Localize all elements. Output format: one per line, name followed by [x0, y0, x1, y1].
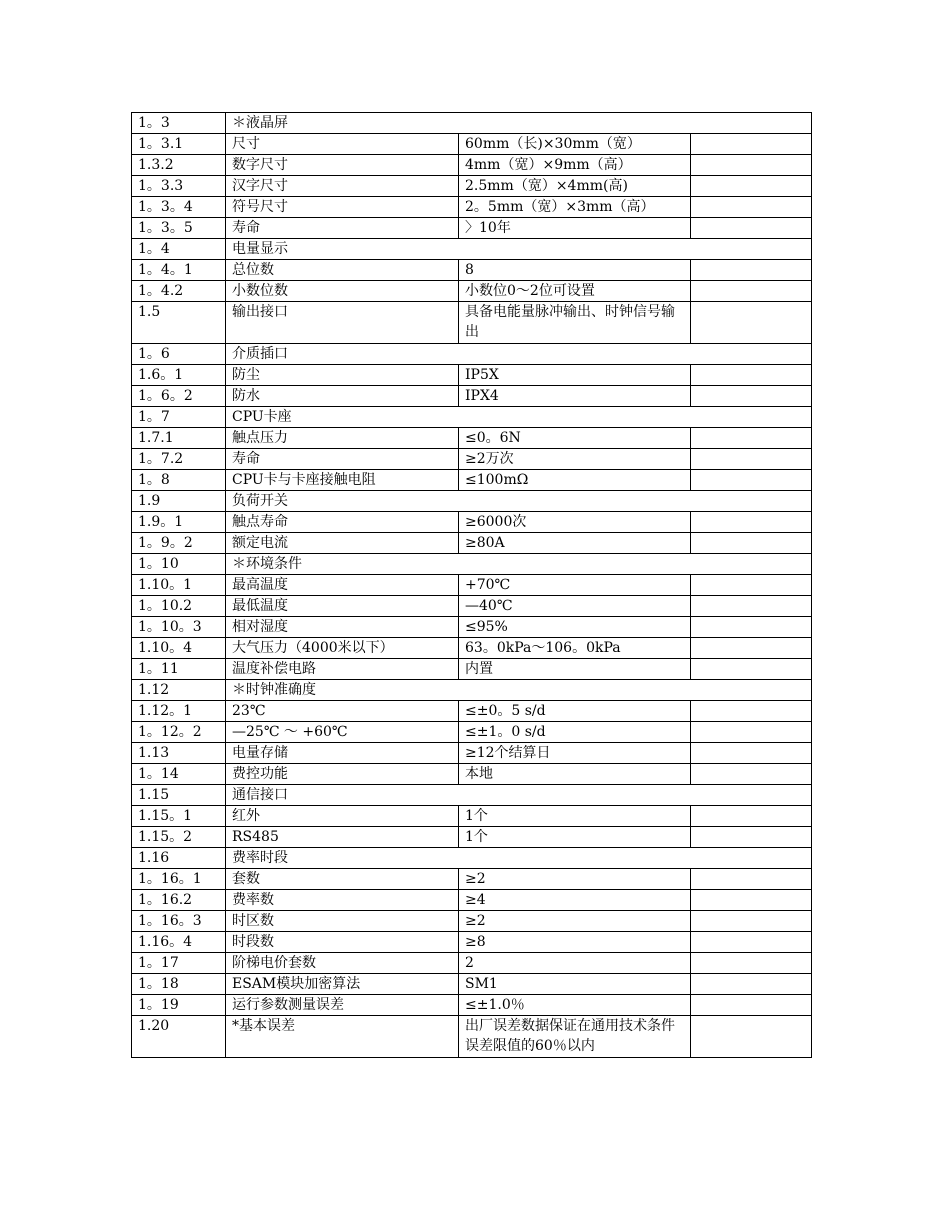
row-blank-cell	[691, 764, 812, 785]
table-row	[132, 932, 812, 953]
table-row	[132, 596, 812, 617]
row-value: ≥8	[459, 932, 691, 953]
row-number: 1.13	[132, 743, 226, 764]
row-item: 运行参数测量误差	[226, 995, 459, 1016]
row-number: 1。17	[132, 953, 226, 974]
row-value: 2。5mm（宽）×3mm（高）	[459, 197, 691, 218]
table-row	[132, 281, 812, 302]
table-row	[132, 302, 812, 344]
row-blank-cell	[691, 911, 812, 932]
table-row	[132, 386, 812, 407]
row-item: 阶梯电价套数	[226, 953, 459, 974]
row-number: 1.5	[132, 302, 226, 344]
row-value: ≤±1。0 s/d	[459, 722, 691, 743]
row-blank-cell	[691, 218, 812, 239]
table-row	[132, 974, 812, 995]
section-title: ＊环境条件	[226, 554, 812, 575]
row-item: 费控功能	[226, 764, 459, 785]
row-item: 23℃	[226, 701, 459, 722]
row-blank-cell	[691, 827, 812, 848]
row-blank-cell	[691, 575, 812, 596]
row-number: 1。7.2	[132, 449, 226, 470]
row-number: 1。3。5	[132, 218, 226, 239]
row-number: 1。4.2	[132, 281, 226, 302]
row-number: 1.10。1	[132, 575, 226, 596]
row-blank-cell	[691, 365, 812, 386]
table-row	[132, 470, 812, 491]
row-value: +70℃	[459, 575, 691, 596]
row-item: 符号尺寸	[226, 197, 459, 218]
row-number: 1。6	[132, 344, 226, 365]
table-row	[132, 1016, 812, 1058]
row-item: 电量存储	[226, 743, 459, 764]
row-item: 大气压力（4000米以下）	[226, 638, 459, 659]
section-title: 通信接口	[226, 785, 812, 806]
row-number: 1。3.3	[132, 176, 226, 197]
table-row	[132, 743, 812, 764]
row-blank-cell	[691, 470, 812, 491]
table-row	[132, 764, 812, 785]
row-number: 1.16。4	[132, 932, 226, 953]
row-number: 1。4。1	[132, 260, 226, 281]
row-item: 总位数	[226, 260, 459, 281]
table-row	[132, 218, 812, 239]
row-value: ≥12个结算日	[459, 743, 691, 764]
table-row	[132, 428, 812, 449]
row-item: 输出接口	[226, 302, 459, 344]
row-blank-cell	[691, 953, 812, 974]
row-item: 最高温度	[226, 575, 459, 596]
row-value: 具备电能量脉冲输出、时钟信号输出	[459, 302, 691, 344]
row-number: 1。10.2	[132, 596, 226, 617]
row-number: 1。10	[132, 554, 226, 575]
row-number: 1。19	[132, 995, 226, 1016]
table-row	[132, 575, 812, 596]
section-row	[132, 848, 812, 869]
spec-table-body	[132, 113, 812, 1058]
section-row	[132, 407, 812, 428]
row-item: CPU卡与卡座接触电阻	[226, 470, 459, 491]
row-item: ESAM模块加密算法	[226, 974, 459, 995]
row-blank-cell	[691, 596, 812, 617]
row-blank-cell	[691, 281, 812, 302]
row-item: 寿命	[226, 218, 459, 239]
row-value: ≥4	[459, 890, 691, 911]
row-value: ≤±1.0％	[459, 995, 691, 1016]
row-blank-cell	[691, 533, 812, 554]
row-item: 尺寸	[226, 134, 459, 155]
row-blank-cell	[691, 176, 812, 197]
row-value: 60mm（长)×30mm（宽）	[459, 134, 691, 155]
row-item: —25℃ ～ +60℃	[226, 722, 459, 743]
row-number: 1.7.1	[132, 428, 226, 449]
row-number: 1。3.1	[132, 134, 226, 155]
row-value: IPX4	[459, 386, 691, 407]
table-row	[132, 827, 812, 848]
row-blank-cell	[691, 512, 812, 533]
row-blank-cell	[691, 722, 812, 743]
row-blank-cell	[691, 932, 812, 953]
row-value: 1个	[459, 827, 691, 848]
table-row	[132, 806, 812, 827]
row-value: 1个	[459, 806, 691, 827]
table-row	[132, 869, 812, 890]
row-number: 1。6。2	[132, 386, 226, 407]
row-value: 内置	[459, 659, 691, 680]
section-title: ＊时钟准确度	[226, 680, 812, 701]
row-number: 1.9。1	[132, 512, 226, 533]
row-number: 1。3	[132, 113, 226, 134]
section-title: 负荷开关	[226, 491, 812, 512]
row-item: 温度补偿电路	[226, 659, 459, 680]
row-value: SM1	[459, 974, 691, 995]
row-item: 数字尺寸	[226, 155, 459, 176]
section-title: ＊液晶屏	[226, 113, 812, 134]
row-number: 1。4	[132, 239, 226, 260]
section-title: CPU卡座	[226, 407, 812, 428]
row-number: 1.15。1	[132, 806, 226, 827]
row-item: *基本误差	[226, 1016, 459, 1058]
table-row	[132, 953, 812, 974]
row-value: 〉10年	[459, 218, 691, 239]
row-number: 1。14	[132, 764, 226, 785]
section-row	[132, 680, 812, 701]
row-item: 寿命	[226, 449, 459, 470]
section-row	[132, 113, 812, 134]
row-item: 相对湿度	[226, 617, 459, 638]
row-item: 额定电流	[226, 533, 459, 554]
row-value: ≥80A	[459, 533, 691, 554]
table-row	[132, 449, 812, 470]
row-number: 1.3.2	[132, 155, 226, 176]
row-value: 2.5mm（宽）×4mm(高)	[459, 176, 691, 197]
row-blank-cell	[691, 974, 812, 995]
row-value: IP5X	[459, 365, 691, 386]
row-number: 1.10。4	[132, 638, 226, 659]
table-row	[132, 155, 812, 176]
row-number: 1.12。1	[132, 701, 226, 722]
row-item: 触点寿命	[226, 512, 459, 533]
row-item: 时区数	[226, 911, 459, 932]
row-blank-cell	[691, 869, 812, 890]
row-blank-cell	[691, 134, 812, 155]
row-number: 1.6。1	[132, 365, 226, 386]
row-value: ≤95%	[459, 617, 691, 638]
row-item: 费率数	[226, 890, 459, 911]
row-number: 1.9	[132, 491, 226, 512]
table-row	[132, 533, 812, 554]
section-row	[132, 554, 812, 575]
row-item: 汉字尺寸	[226, 176, 459, 197]
table-row	[132, 911, 812, 932]
row-number: 1。16。1	[132, 869, 226, 890]
row-value: ≤±0。5 s/d	[459, 701, 691, 722]
row-item: 套数	[226, 869, 459, 890]
table-row	[132, 365, 812, 386]
row-value: —40℃	[459, 596, 691, 617]
table-row	[132, 995, 812, 1016]
section-row	[132, 239, 812, 260]
table-row	[132, 701, 812, 722]
row-item: 防水	[226, 386, 459, 407]
row-number: 1。7	[132, 407, 226, 428]
table-row	[132, 638, 812, 659]
row-blank-cell	[691, 428, 812, 449]
row-value: ≥2	[459, 911, 691, 932]
row-blank-cell	[691, 155, 812, 176]
row-value: 4mm（宽）×9mm（高）	[459, 155, 691, 176]
row-number: 1.15	[132, 785, 226, 806]
row-number: 1。9。2	[132, 533, 226, 554]
section-row	[132, 491, 812, 512]
row-blank-cell	[691, 743, 812, 764]
row-blank-cell	[691, 1016, 812, 1058]
section-title: 电量显示	[226, 239, 812, 260]
table-row	[132, 197, 812, 218]
row-number: 1。16。3	[132, 911, 226, 932]
table-row	[132, 134, 812, 155]
row-blank-cell	[691, 701, 812, 722]
row-value: 小数位0～2位可设置	[459, 281, 691, 302]
table-row	[132, 722, 812, 743]
section-title: 费率时段	[226, 848, 812, 869]
row-number: 1.16	[132, 848, 226, 869]
row-number: 1。10。3	[132, 617, 226, 638]
row-item: 触点压力	[226, 428, 459, 449]
row-number: 1。3。4	[132, 197, 226, 218]
row-item: 最低温度	[226, 596, 459, 617]
row-item: RS485	[226, 827, 459, 848]
row-value: 8	[459, 260, 691, 281]
section-row	[132, 785, 812, 806]
row-number: 1。18	[132, 974, 226, 995]
row-value: 63。0kPa～106。0kPa	[459, 638, 691, 659]
row-value: 2	[459, 953, 691, 974]
section-row	[132, 344, 812, 365]
section-title: 介质插口	[226, 344, 812, 365]
row-value: ≥6000次	[459, 512, 691, 533]
table-row	[132, 260, 812, 281]
row-blank-cell	[691, 617, 812, 638]
row-number: 1.15。2	[132, 827, 226, 848]
row-item: 防尘	[226, 365, 459, 386]
row-value: 本地	[459, 764, 691, 785]
row-item: 红外	[226, 806, 459, 827]
row-blank-cell	[691, 890, 812, 911]
row-number: 1。16.2	[132, 890, 226, 911]
row-item: 时段数	[226, 932, 459, 953]
table-row	[132, 512, 812, 533]
row-value: 出厂误差数据保证在通用技术条件误差限值的60％以内	[459, 1016, 691, 1058]
row-number: 1。8	[132, 470, 226, 491]
row-blank-cell	[691, 995, 812, 1016]
row-number: 1.20	[132, 1016, 226, 1058]
row-value: ≤100mΩ	[459, 470, 691, 491]
table-row	[132, 176, 812, 197]
table-row	[132, 890, 812, 911]
row-item: 小数位数	[226, 281, 459, 302]
row-blank-cell	[691, 449, 812, 470]
row-blank-cell	[691, 638, 812, 659]
row-number: 1。11	[132, 659, 226, 680]
row-blank-cell	[691, 659, 812, 680]
row-value: ≥2万次	[459, 449, 691, 470]
table-row	[132, 659, 812, 680]
row-blank-cell	[691, 806, 812, 827]
row-number: 1.12	[132, 680, 226, 701]
table-row	[132, 617, 812, 638]
row-blank-cell	[691, 260, 812, 281]
row-number: 1。12。2	[132, 722, 226, 743]
spec-table	[131, 112, 812, 1058]
row-blank-cell	[691, 197, 812, 218]
row-value: ≤0。6N	[459, 428, 691, 449]
row-blank-cell	[691, 386, 812, 407]
row-blank-cell	[691, 302, 812, 344]
row-value: ≥2	[459, 869, 691, 890]
